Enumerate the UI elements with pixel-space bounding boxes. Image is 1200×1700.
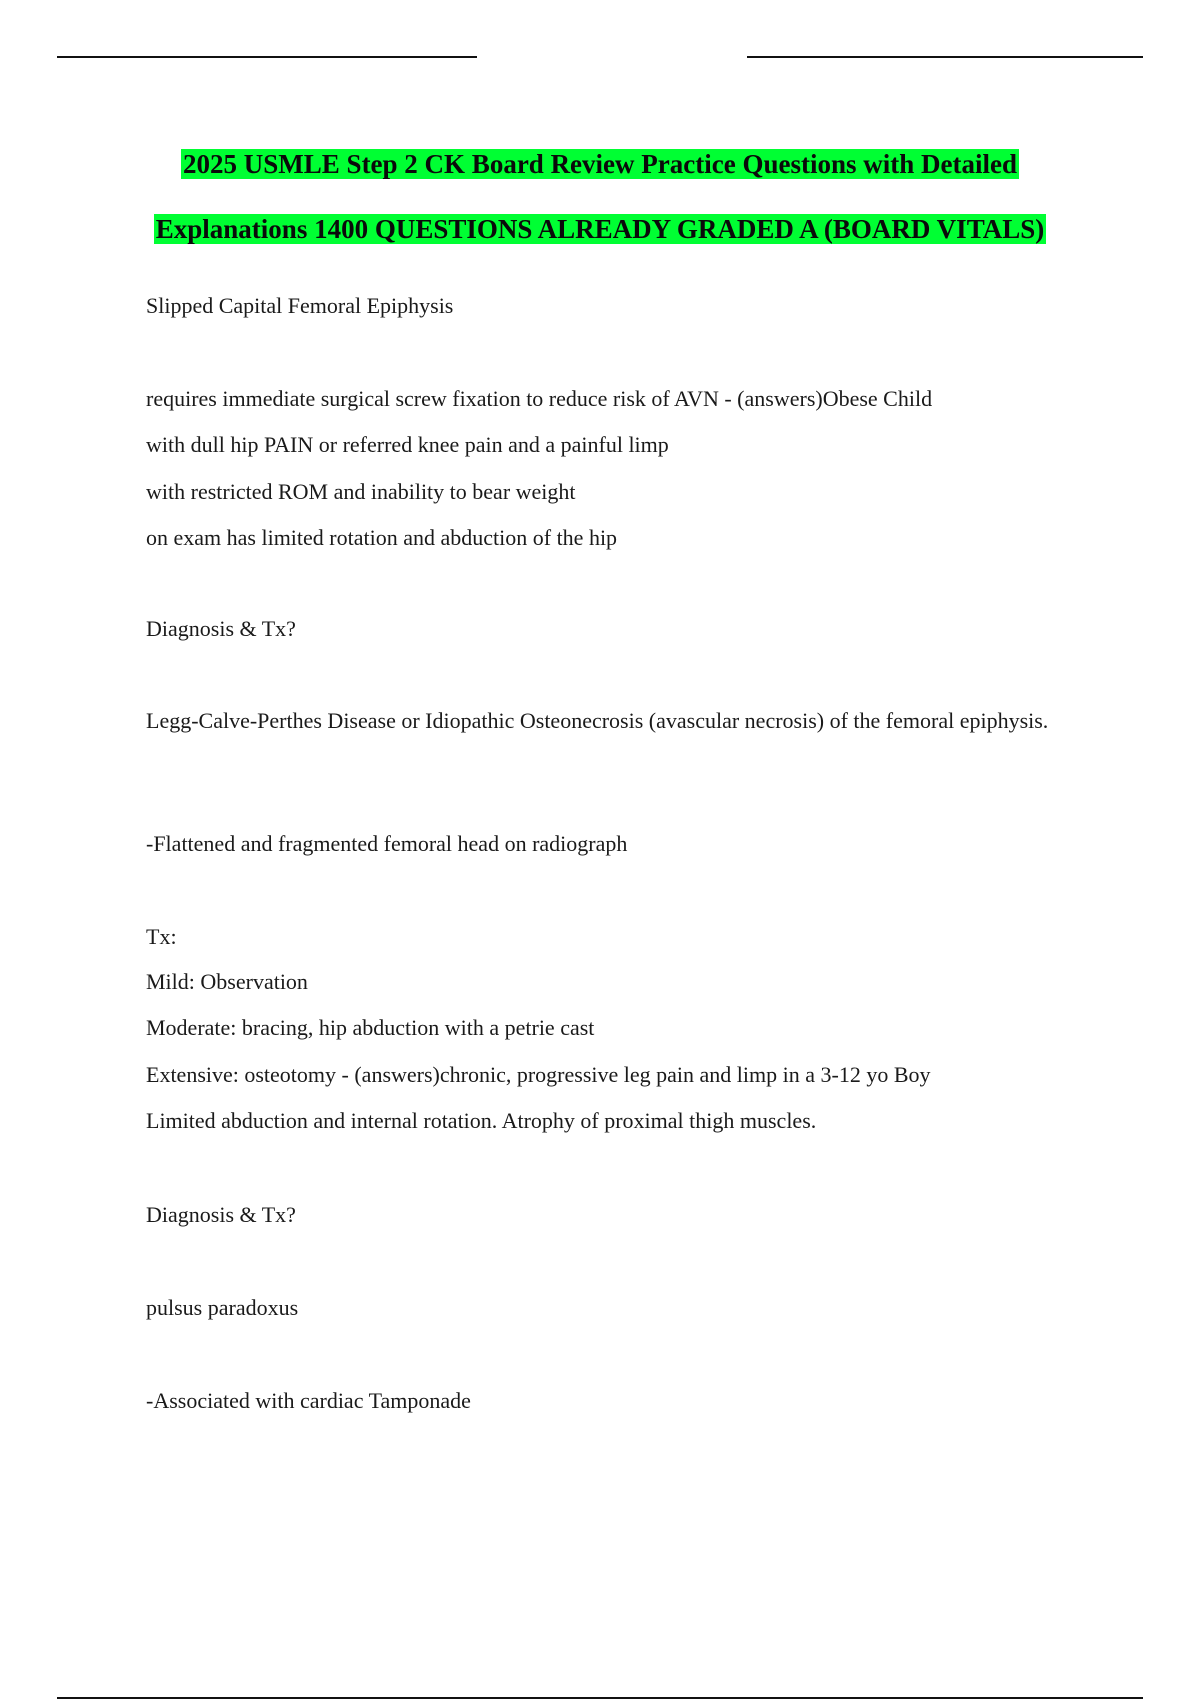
body-line: Limited abduction and internal rotation. Atrophy of proximal thigh muscles. (146, 1108, 817, 1133)
title-highlight-2: Explanations 1400 QUESTIONS ALREADY GRADED A (BOARD VITALS) (155, 214, 1045, 244)
body-line: with restricted ROM and inability to bear weight (146, 479, 576, 504)
body-line: requires immediate surgical screw fixation to reduce risk of AVN - (answers)Obese Child (146, 386, 933, 411)
question-prompt: Diagnosis & Tx? (146, 1202, 296, 1227)
answer-paragraph: Legg-Calve-Perthes Disease or Idiopathic Osteonecrosis (avascular necrosis) of the femoral epiphysis. (146, 708, 1049, 733)
question-term: Slipped Capital Femoral Epiphysis (146, 293, 454, 318)
body-line: on exam has limited rotation and abduction of the hip (146, 525, 618, 550)
title-highlight-1: 2025 USMLE Step 2 CK Board Review Practice Questions with Detailed (183, 149, 1017, 179)
body-line: -Flattened and fragmented femoral head on radiograph (146, 831, 628, 856)
body-line: Tx: (146, 924, 177, 949)
header-rule-right (747, 56, 1143, 58)
body-line: Extensive: osteotomy - (answers)chronic, progressive leg pain and limp in a 3-12 yo Boy (146, 1062, 931, 1087)
header-rule-left (57, 56, 477, 58)
footer-rule (57, 1697, 1143, 1699)
document-title-line-2 (0, 212, 1200, 246)
body-line: with dull hip PAIN or referred knee pain and a painful limp (146, 432, 669, 457)
body-line: Mild: Observation (146, 969, 308, 994)
question-prompt: Diagnosis & Tx? (146, 616, 296, 641)
body-line: Moderate: bracing, hip abduction with a petrie cast (146, 1015, 595, 1040)
document-title-line-1 (0, 147, 1200, 181)
question-term: pulsus paradoxus (146, 1295, 299, 1320)
body-line: -Associated with cardiac Tamponade (146, 1388, 471, 1413)
